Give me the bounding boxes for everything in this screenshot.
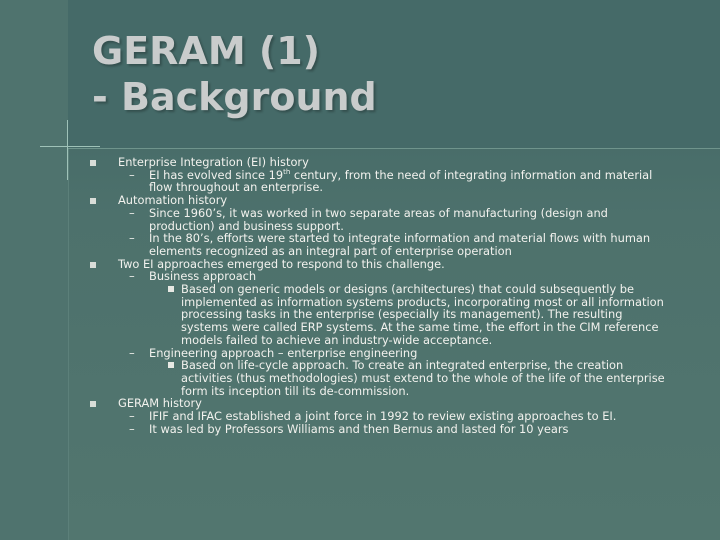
sub-sub-bullet-engineering-detail [181,359,673,397]
sub-bullet-text-post: century, from the need of integrating information and material flow throughout an enterprise. [149,167,653,195]
sub-bullet-text: IFIF and IFAC established a joint force in 1992 to review existing approaches to EI. [149,409,617,424]
square-bullet-icon [90,160,96,166]
title-line-1: GERAM (1) [92,29,321,73]
sub-bullet-text-pre: EI has evolved since 19 [149,167,284,182]
sub-bullet-text: Since 1960’s, it was worked in two separate areas of manufacturing (design and production) and business support. [149,205,608,233]
bullet-text: Automation history [118,193,228,208]
sub-bullet-in-the-80s [129,231,669,258]
bullet-text: Enterprise Integration (EI) history [118,155,309,169]
sub-bullet-led-by [129,421,669,436]
square-bullet-icon [168,362,174,368]
dash-icon: – [129,345,135,360]
sub-sub-bullet-business-detail [181,283,673,347]
dash-icon: – [129,205,135,220]
title-divider-line [68,148,720,149]
bullet-text: Two EI approaches emerged to respond to this challenge. [118,256,445,271]
dash-icon: – [129,269,135,284]
sub-bullet-text: Engineering approach – enterprise engineering [149,345,418,360]
sub-sub-bullet-text: Based on life-cycle approach. To create an integrated enterprise, the creation activities (thus methodologies) must extend to the whole of the life of the enterprise form its inception till its de-commission. [181,358,665,398]
square-bullet-icon [90,198,96,204]
sub-sub-bullet-text: Based on generic models or designs (architectures) that could subsequently be implemented as information systems products, incorporating most or all information processing tasks in the enterprise (especially its management). The resulting systems were called ERP systems. At the same time, the effort in the CIM reference models failed to achieve an industry-wide acceptance. [181,282,664,347]
square-bullet-icon [168,286,174,292]
sub-bullet-text: In the 80’s, efforts were started to integrate information and material flows with human elements recognized as an integral part of enterprise operation [149,231,651,258]
title-line-2: - Background [92,75,377,119]
crosshair-horizontal [40,146,100,147]
slide-title [92,28,692,120]
dash-icon: – [129,231,135,246]
bullet-text: GERAM history [118,396,202,411]
sub-bullet-text: Business approach [149,269,257,284]
dash-icon: – [129,409,135,424]
slide-content [0,156,720,435]
dash-icon: – [129,167,135,182]
square-bullet-icon [90,262,96,268]
sub-bullet-text: It was led by Professors Williams and then Bernus and lasted for 10 years [149,421,569,436]
superscript-th: th [283,167,291,176]
dash-icon: – [129,421,135,436]
sub-bullet-since-1960s [129,205,669,233]
sub-bullet-ei-evolution [129,167,669,195]
square-bullet-icon [90,401,96,407]
